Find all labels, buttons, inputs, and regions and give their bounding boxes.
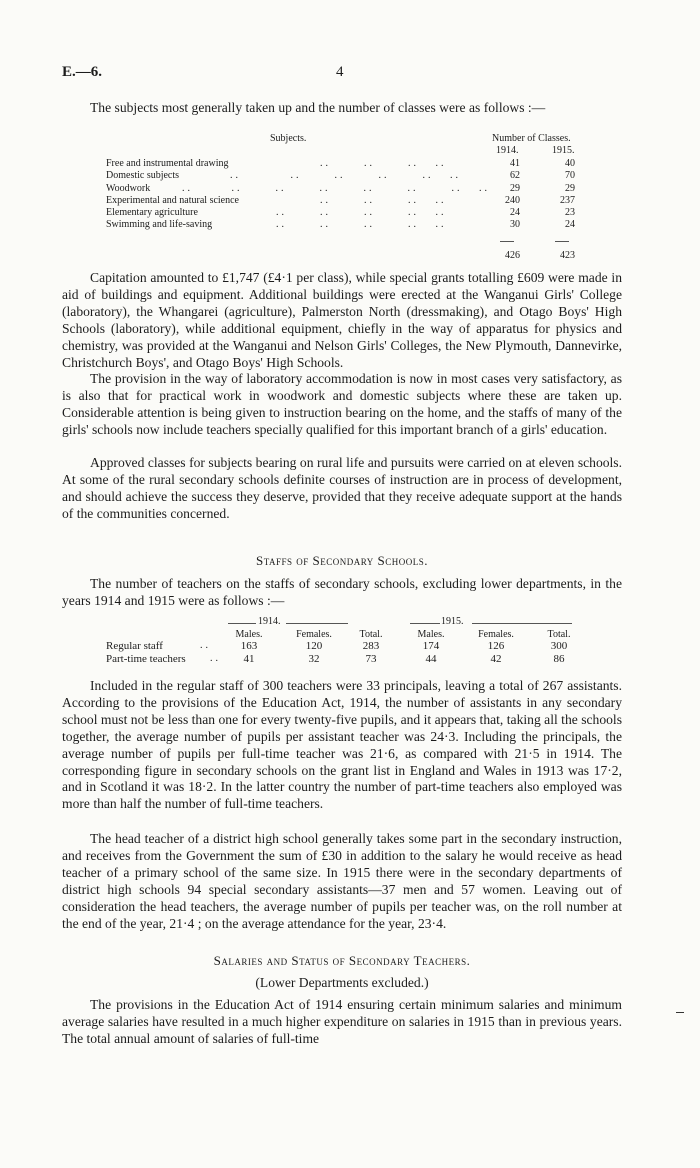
leader-dots: .. — [200, 640, 211, 651]
total-rule — [500, 241, 514, 242]
leader-dots: .. .. .. .. .. — [276, 219, 447, 230]
total-1914: 426 — [505, 250, 520, 261]
staff-value: 44 — [425, 653, 437, 665]
staff-year-1915: 1915. — [441, 616, 464, 627]
subjects-column-header: Subjects. — [270, 133, 307, 144]
year-header-1914: 1914. — [496, 145, 519, 156]
year-brace — [286, 623, 348, 624]
count-1915: 29 — [565, 183, 575, 194]
count-1914: 30 — [510, 219, 520, 230]
salaries-paragraph: The provisions in the Education Act of 1914 ensuring certain minimum salaries and minimum average salaries have resulted in a much higher expenditure on salaries in 1915 than in previous years. The total annual amount of salaries of full-time — [62, 997, 622, 1046]
capitation-paragraph: Capitation amounted to £1,747 (£4·1 per class), while special grants totalling £609 were made in aid of buildings and equipment. Additional buildings were erected at the Wanganui Girls' College (laboratory), the Whangarei (agriculture), Palmerston North (dressmaking), and Otago Boys' High Schools (laboratory), while additional equipment, chiefly in the way of apparatus for physics and chemistry, was provided at the Wanganui and Nelson Girls' Colleges, the New Plymouth, Dannevirke, Christchurch Boys', and Otago Boys' High Schools. — [62, 270, 622, 370]
column-header: Females. — [296, 629, 332, 640]
classes-column-header: Number of Classes. — [492, 133, 571, 144]
count-1915: 23 — [565, 207, 575, 218]
staff-value: 300 — [550, 640, 568, 652]
count-1914: 41 — [510, 158, 520, 169]
subject-name: Woodwork — [106, 183, 151, 194]
column-header: Males. — [417, 629, 445, 640]
count-1915: 40 — [565, 158, 575, 169]
staff-value: 42 — [490, 653, 502, 665]
rural-paragraph: Approved classes for subjects bearing on rural life and pursuits were carried on at eleven schools. At some of the rural secondary schools definite courses of instruction are in process of development, and should achieve the success they deserve, provided that they receive adequate support at the hands of the communities concerned. — [62, 455, 622, 521]
count-1915: 237 — [560, 195, 575, 206]
leader-dots: .. .. .. .. — [320, 195, 447, 206]
leader-dots: .. .. .. .. .. .. — [230, 170, 461, 181]
subject-name: Free and instrumental drawing — [106, 158, 229, 169]
total-rule — [555, 241, 569, 242]
laboratory-paragraph: The provision in the way of laboratory accommodation is now in most cases very satisfactory, as is also that for practical work in woodwork and domestic subjects where these are taken up. Considerable attention is being given to instruction bearing on the home, and the staffs of many of the girls' schools now include teachers specially qualified for this important branch of a girls' education. — [62, 371, 622, 437]
row-label: Regular staff — [106, 640, 163, 652]
count-1914: 240 — [505, 195, 520, 206]
count-1915: 24 — [565, 219, 575, 230]
staff-value: 32 — [308, 653, 320, 665]
leader-dots: .. .. .. .. .. .. .. .. — [182, 183, 490, 194]
page-number: 4 — [336, 64, 344, 80]
column-header: Females. — [478, 629, 514, 640]
subject-name: Swimming and life-saving — [106, 219, 213, 230]
staff-value: 120 — [305, 640, 323, 652]
staff-value: 126 — [487, 640, 505, 652]
report-reference: E.—6. — [62, 64, 103, 80]
row-label: Part-time teachers — [106, 653, 186, 665]
leader-dots: .. — [210, 653, 221, 664]
total-1915: 423 — [560, 250, 575, 261]
staffs-intro-paragraph: The number of teachers on the staffs of secondary schools, excluding lower departments, in the years 1914 and 1915 were as follows :— — [62, 576, 622, 608]
column-header: Total. — [359, 629, 383, 640]
page-header — [62, 64, 622, 84]
salaries-subheading: (Lower Departments excluded.) — [255, 975, 429, 990]
count-1915: 70 — [565, 170, 575, 181]
staff-year-1914: 1914. — [258, 616, 281, 627]
subject-name: Elementary agriculture — [106, 207, 198, 218]
leader-dots: .. .. .. .. — [320, 158, 447, 169]
year-brace — [228, 623, 256, 624]
staff-value: 174 — [422, 640, 440, 652]
staff-value: 86 — [553, 653, 565, 665]
intro-paragraph: The subjects most generally taken up and the number of classes were as follows :— — [90, 100, 546, 115]
leader-dots: .. .. .. .. .. — [276, 207, 447, 218]
staffs-heading: Staffs of Secondary Schools. — [256, 553, 428, 568]
margin-mark — [676, 1012, 684, 1013]
staff-value: 163 — [240, 640, 258, 652]
year-brace — [410, 623, 440, 624]
subject-name: Experimental and natural science — [106, 195, 239, 206]
count-1914: 24 — [510, 207, 520, 218]
column-header: Males. — [235, 629, 263, 640]
column-header: Total. — [547, 629, 571, 640]
staff-value: 283 — [362, 640, 380, 652]
year-brace — [472, 623, 572, 624]
included-paragraph: Included in the regular staff of 300 teachers were 33 principals, leaving a total of 267 assistants. According to the provisions of the Education Act, 1914, the number of assistants in any secondary school must not be less than one for every twenty-five pupils, and it appears that, taking all the schools together, the average number of pupils per assistant teacher was 24·3. Including the principals, the average number of pupils per full-time teacher was 21·6, as compared with 21·5 in 1914. The corresponding figure in secondary schools on the grant list in England and Wales in 1913 was 17·2, and in Scotland it was 18·2. In the latter country the number of part-time teachers also employed was more than half the number of full-time teachers. — [62, 678, 622, 812]
count-1914: 62 — [510, 170, 520, 181]
year-header-1915: 1915. — [552, 145, 575, 156]
staff-value: 73 — [365, 653, 377, 665]
salaries-heading: Salaries and Status of Secondary Teachers. — [213, 953, 471, 968]
staff-value: 41 — [243, 653, 255, 665]
subject-name: Domestic subjects — [106, 170, 180, 181]
count-1914: 29 — [510, 183, 520, 194]
head-teacher-paragraph: The head teacher of a district high school generally takes some part in the secondary instruction, and receives from the Government the sum of £30 in addition to the salary he would receive as head teacher of a primary school of the same size. In 1915 there were in the secondary departments of district high schools 94 special secondary assistants—37 men and 57 women. Leaving out of consideration the head teachers, the average number of pupils per teacher was, on the roll number at the end of the year, 21·4 ; on the average attendance for the year, 23·4. — [62, 831, 622, 931]
